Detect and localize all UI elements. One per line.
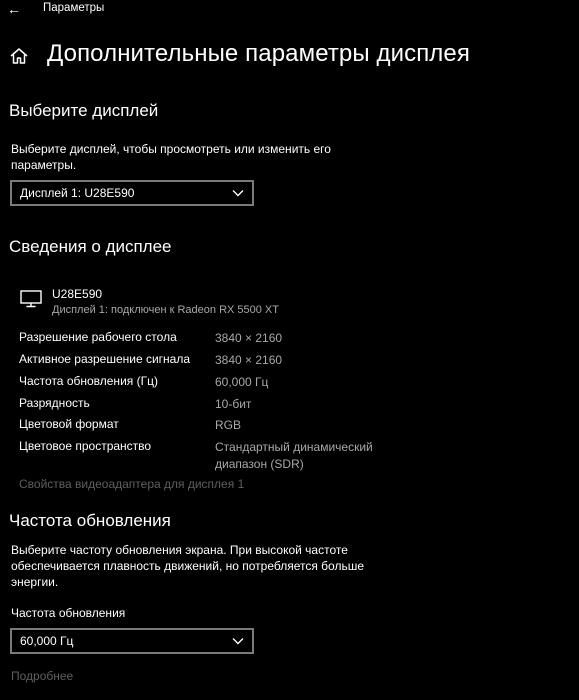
page-title: Дополнительные параметры дисплея [47,40,470,67]
monitor-name: U28E590 [52,287,103,301]
info-label-color-format: Цветовой формат [19,417,119,431]
display-info-heading: Сведения о дисплее [9,237,172,256]
info-label-bit-depth: Разрядность [19,396,90,410]
refresh-rate-select[interactable] [10,628,254,654]
adapter-properties-link[interactable]: Свойства видеоадаптера для дисплея 1 [19,477,245,491]
refresh-rate-select-value: 60,000 Гц [20,634,74,648]
info-value-desktop-resolution: 3840 × 2160 [215,331,283,345]
monitor-subtitle: Дисплей 1: подключен к Radeon RX 5500 XT [52,304,279,316]
info-label-refresh-rate: Частота обновления (Гц) [19,374,158,388]
info-label-active-signal-resolution: Активное разрешение сигнала [19,352,191,366]
info-label-color-space: Цветовое пространство [19,439,152,453]
info-value-bit-depth: 10-бит [215,397,252,411]
title-bar [0,0,579,22]
refresh-rate-description: Выберите частоту обновления экрана. При высокой частоте обеспечивается плавность движений, но потребляется больше энергии. [11,543,365,589]
refresh-rate-heading: Частота обновления [9,511,171,530]
app-title: Параметры [43,2,105,14]
select-display-description: Выберите дисплей, чтобы просмотреть или изменить его параметры. [11,142,331,172]
home-icon[interactable] [9,46,29,66]
back-button[interactable] [2,0,26,18]
info-value-color-space: Стандартный динамический диапазон (SDR) [215,440,373,471]
info-value-refresh-rate: 60,000 Гц [215,375,269,389]
monitor-icon [20,290,42,308]
back-arrow-icon: ← [7,1,21,17]
learn-more-link[interactable]: Подробнее [11,669,74,683]
info-label-desktop-resolution: Разрешение рабочего стола [19,330,177,344]
display-select-value: Дисплей 1: U28E590 [20,186,135,200]
chevron-down-icon [232,636,244,646]
refresh-rate-field-label: Частота обновления [11,606,126,620]
display-select[interactable] [10,180,254,206]
chevron-down-icon [232,188,244,198]
info-value-color-format: RGB [215,418,242,432]
select-display-heading: Выберите дисплей [9,101,159,120]
info-value-active-signal-resolution: 3840 × 2160 [215,353,283,367]
